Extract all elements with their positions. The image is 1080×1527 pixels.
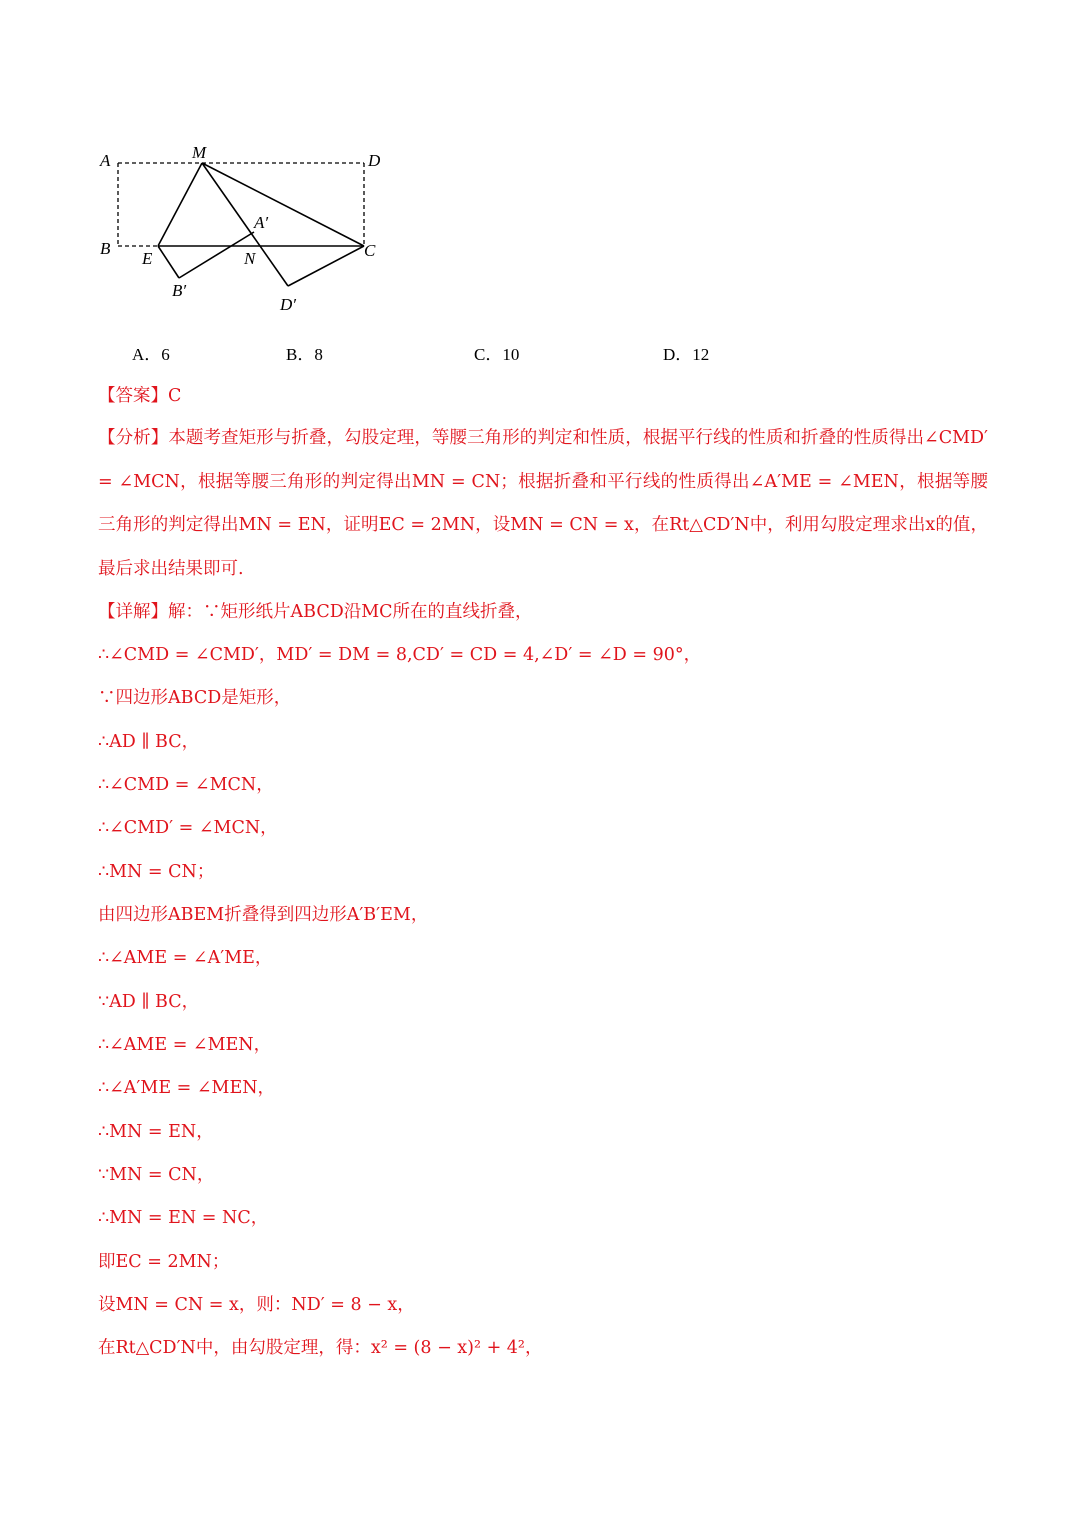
detail-line-4: ∴∠CMD = ∠MCN， — [98, 775, 274, 795]
choice-b-letter: B． — [286, 345, 315, 364]
detail-line-11: ∴∠A′ME = ∠MEN， — [98, 1078, 276, 1098]
detail-line-3: ∴AD ∥ BC， — [98, 732, 200, 752]
choice-a — [132, 340, 170, 365]
detail-line-7: 由四边形ABEM折叠得到四边形A′B′EM， — [98, 905, 429, 925]
choice-c-value: 10 — [502, 345, 520, 364]
label-n: N — [244, 249, 256, 268]
choices-row — [0, 340, 1080, 366]
answer-tag: 【答案】 — [98, 386, 168, 406]
detail-line-2: ∵四边形ABCD是矩形， — [98, 688, 292, 708]
figure-svg — [96, 136, 396, 326]
label-d-prime: D′ — [280, 295, 296, 314]
choice-b — [286, 340, 323, 365]
detail-line-10: ∴∠AME = ∠MEN， — [98, 1035, 272, 1055]
answer-value: C — [168, 386, 182, 406]
geometry-figure — [96, 136, 396, 326]
detail-line-15: 即EC = 2MN； — [98, 1252, 230, 1272]
choice-d — [663, 340, 709, 365]
label-e: E — [142, 249, 153, 268]
detail-line-0 — [98, 600, 533, 624]
choice-d-letter: D． — [663, 345, 693, 364]
detail-line-14: ∴MN = EN = NC， — [98, 1208, 269, 1228]
label-d: D — [368, 151, 381, 170]
choice-c-letter: C． — [474, 345, 503, 364]
label-m: M — [192, 143, 207, 162]
segment-me — [158, 163, 202, 246]
detail-line-17: 在Rt△CD′N中，由勾股定理，得：x² = (8 − x)² + 4²， — [98, 1338, 543, 1358]
detail-line-9: ∵AD ∥ BC， — [98, 992, 200, 1012]
detail-line-16: 设MN = CN = x，则：ND′ = 8 − x， — [98, 1295, 415, 1315]
label-c: C — [364, 241, 376, 260]
segment-cd-prime — [288, 246, 364, 286]
analysis-tag: 【分析】 — [98, 428, 169, 448]
choice-d-value: 12 — [692, 345, 710, 364]
detail-line-13: ∵MN = CN， — [98, 1165, 215, 1185]
label-b-prime: B′ — [172, 281, 187, 300]
detail-text-0: 解：∵矩形纸片ABCD沿MC所在的直线折叠， — [168, 602, 533, 622]
detail-line-8: ∴∠AME = ∠A′ME， — [98, 948, 273, 968]
detail-line-12: ∴MN = EN， — [98, 1122, 214, 1142]
choice-a-letter: A． — [132, 345, 162, 364]
segment-b-prime-a-prime — [179, 232, 254, 278]
label-b: B — [100, 239, 111, 258]
detail-line-6: ∴MN = CN； — [98, 862, 215, 882]
analysis-paragraph — [98, 417, 988, 591]
choice-a-value: 6 — [161, 345, 170, 364]
detail-line-1: ∴∠CMD = ∠CMD′，MD′ = DM = 8,CD′ = CD = 4,∠D′ = ∠D = 90°， — [98, 645, 702, 665]
segment-mc — [202, 163, 364, 246]
label-a: A — [100, 151, 111, 170]
analysis-text: 本题考查矩形与折叠，勾股定理，等腰三角形的判定和性质，根据平行线的性质和折叠的性质得出∠CMD′ = ∠MCN，根据等腰三角形的判定得出MN = CN；根据折叠和平行线的性质得出∠A′ME = ∠MEN，根据等腰三角形的判定得出MN = EN，证明EC = 2MN，设MN = CN = x，在Rt△CD′N中，利用勾股定理求出x的值，最后求出结果即可. — [98, 428, 989, 579]
choice-b-value: 8 — [314, 345, 323, 364]
answer-line — [98, 384, 181, 408]
detail-tag: 【详解】 — [98, 602, 168, 622]
choice-c — [474, 340, 519, 365]
label-a-prime: A′ — [254, 213, 269, 232]
segment-eb-prime — [158, 246, 179, 278]
detail-line-5: ∴∠CMD′ = ∠MCN， — [98, 818, 278, 838]
